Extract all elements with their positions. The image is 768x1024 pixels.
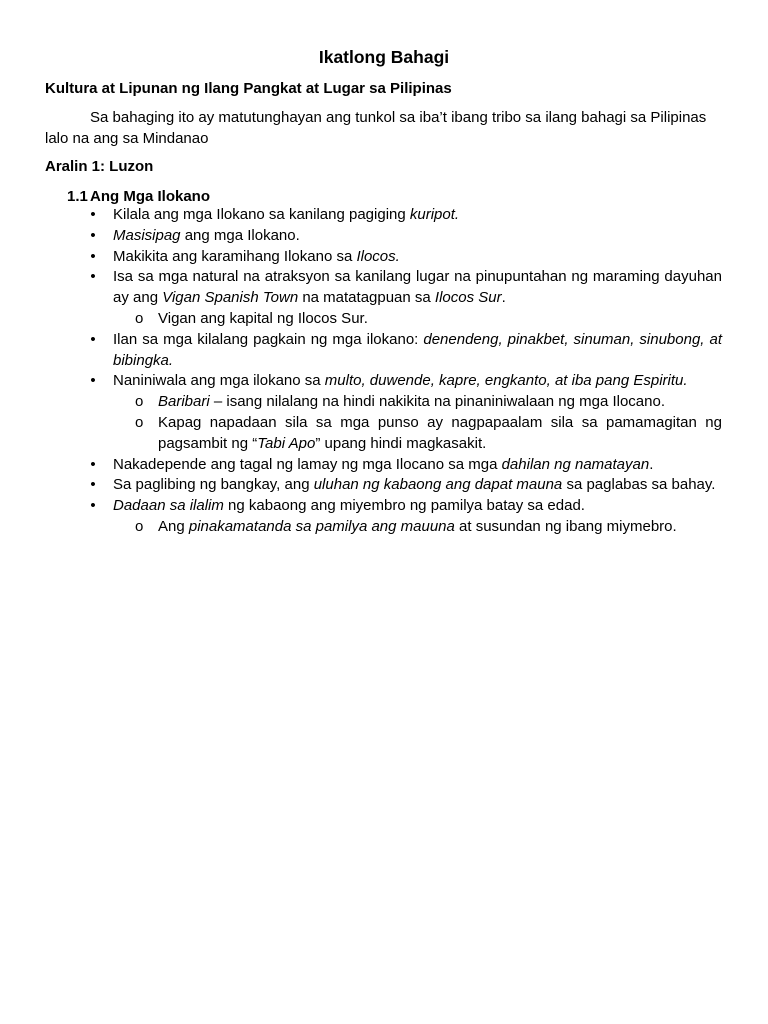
bullet-emphasis: Masisipag <box>113 226 181 244</box>
bullet-text: Ilan sa mga kilalang pagkain ng mga ilokano: <box>113 330 424 348</box>
sub-bullet-item <box>113 309 722 330</box>
sub-bullet-list <box>113 517 722 538</box>
bullet-emphasis: Vigan Spanish Town <box>162 289 299 307</box>
bullet-item <box>88 455 722 476</box>
bullet-text: na matatagpuan sa <box>298 289 435 307</box>
sub-bullet-item <box>113 517 722 538</box>
sub-bullet-text: – isang nilalang na hindi nakikita na pinaniniwalaan ng mga Ilocano. <box>209 393 666 411</box>
bullet-item <box>88 330 722 372</box>
bullet-item <box>88 371 722 454</box>
sub-bullet-text: at susundan ng ibang miymebro. <box>454 517 677 535</box>
bullet-icon: • <box>90 372 96 390</box>
bullet-emphasis: Dadaan sa ilalim <box>113 497 224 515</box>
lesson-heading: Aralin 1: Luzon <box>45 158 154 175</box>
bullet-item <box>88 226 722 247</box>
sub-bullet-text: ” upang hindi magkasakit. <box>315 434 487 452</box>
sub-bullet-text: Ang <box>158 517 189 535</box>
bullet-icon: • <box>90 476 96 494</box>
bullet-text: . <box>501 289 506 307</box>
bullet-icon: • <box>90 330 96 348</box>
bullet-text: Kilala ang mga Ilokano sa kanilang pagiging <box>113 206 410 223</box>
circle-bullet-icon: o <box>135 413 144 431</box>
document-subtitle: Kultura at Lipunan ng Ilang Pangkat at Lugar sa Pilipinas <box>45 80 452 97</box>
bullet-emphasis: uluhan ng kabaong ang dapat mauna <box>313 476 563 494</box>
bullet-item <box>88 475 722 496</box>
bullet-text: ng kabaong ang miyembro ng pamilya batay sa edad. <box>223 497 585 515</box>
sub-bullet-emphasis: pinakamatanda sa pamilya ang mauuna <box>188 517 455 535</box>
bullet-item <box>88 247 722 268</box>
bullet-text: Sa paglibing ng bangkay, ang <box>113 476 314 494</box>
section-title: Ang Mga Ilokano <box>90 188 210 205</box>
sub-bullet-text: Kapag napadaan sila sa mga punso ay nagpapaalam sila sa pamamagitan ng pagsambit ng “ <box>158 413 722 452</box>
bullet-text: Nakadepende ang tagal ng lamay ng mga Ilocano sa mga <box>113 455 502 473</box>
bullet-icon: • <box>90 455 96 473</box>
bullet-emphasis: kuripot. <box>409 206 460 223</box>
bullet-item <box>88 205 722 226</box>
circle-bullet-icon: o <box>135 309 144 327</box>
intro-paragraph: Sa bahaging ito ay matutunghayan ang tunkol sa iba’t ibang tribo sa ilang bahagi sa Pilipinas lalo na ang sa Mindanao <box>45 109 707 147</box>
bullet-icon: • <box>90 268 96 286</box>
sub-bullet-emphasis: Baribari <box>158 393 210 411</box>
bullet-emphasis: Ilocos Sur <box>434 289 502 307</box>
bullet-icon: • <box>90 226 96 244</box>
bullet-emphasis: denendeng, pinakbet, sinuman, sinubong, at bibingka. <box>113 330 722 369</box>
sub-bullet-text: Vigan ang kapital ng Ilocos Sur. <box>158 309 368 327</box>
bullet-item <box>88 267 722 329</box>
bullet-icon: • <box>90 247 96 265</box>
bullet-text: Makikita ang karamihang Ilokano sa <box>113 247 357 265</box>
section-number: 1.1 <box>67 188 88 205</box>
circle-bullet-icon: o <box>135 393 144 411</box>
bullet-icon: • <box>90 497 96 515</box>
sub-bullet-list <box>113 392 722 454</box>
bullet-emphasis: Ilocos. <box>356 247 400 265</box>
sub-bullet-item <box>113 392 722 413</box>
bullet-emphasis: dahilan ng namatayan <box>501 455 650 473</box>
bullet-list <box>88 205 722 538</box>
bullet-text: Naniniwala ang mga ilokano sa <box>113 372 325 390</box>
sub-bullet-emphasis: Tabi Apo <box>257 434 316 452</box>
page-title: Ikatlong Bahagi <box>318 47 450 67</box>
sub-bullet-item <box>113 413 722 455</box>
bullet-text: sa paglabas sa bahay. <box>562 476 716 494</box>
bullet-text: . <box>649 455 654 473</box>
bullet-text: ang mga Ilokano. <box>180 226 300 244</box>
bullet-item <box>88 496 722 538</box>
bullet-text: Isa sa mga natural na atraksyon sa kanilang lugar na pinupuntahan ng maraming dayuhan ay ang <box>113 268 722 307</box>
bullet-emphasis: multo, duwende, kapre, engkanto, at iba pang Espiritu. <box>324 372 688 390</box>
sub-bullet-list <box>113 309 722 330</box>
section-heading <box>67 187 210 207</box>
circle-bullet-icon: o <box>135 517 144 535</box>
bullet-icon: • <box>90 206 96 223</box>
